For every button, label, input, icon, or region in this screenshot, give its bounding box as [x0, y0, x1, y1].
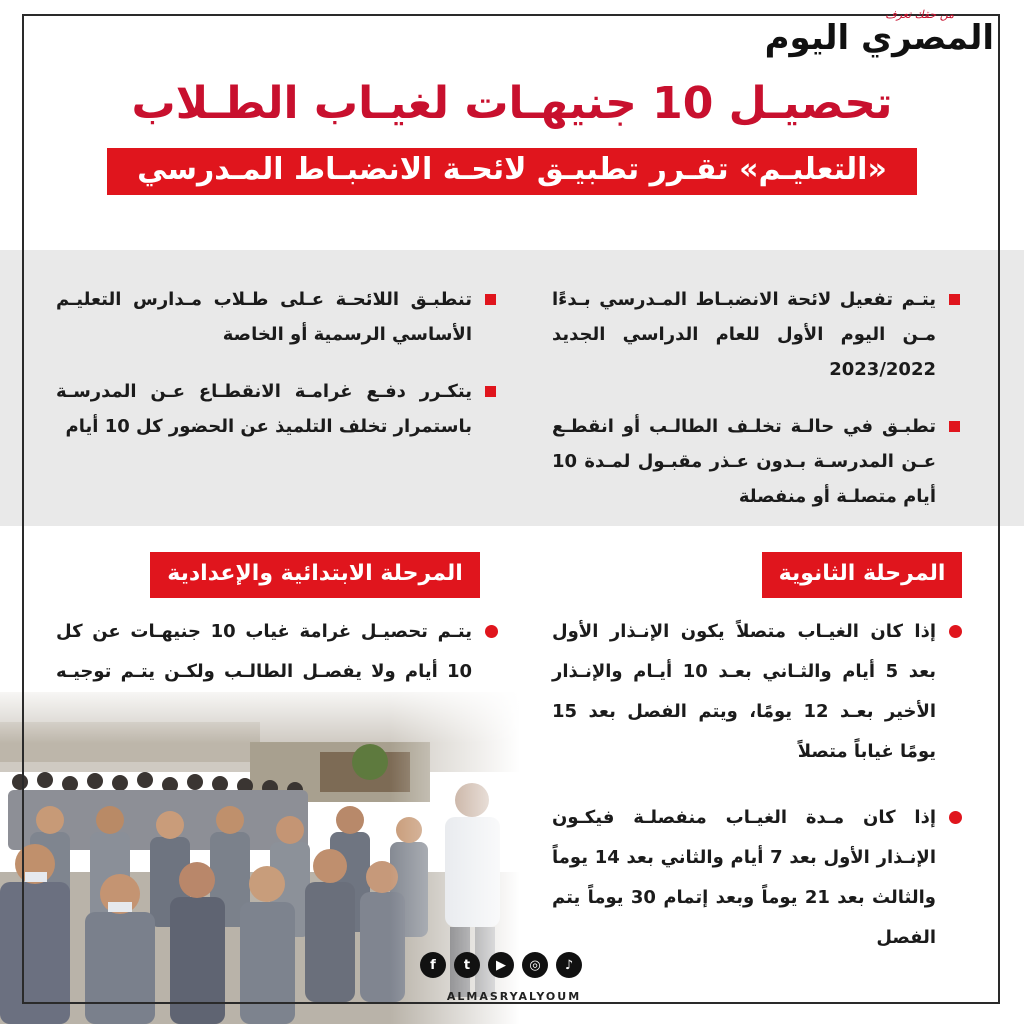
twitter-icon[interactable]: t [454, 952, 480, 978]
instagram-icon[interactable]: ◎ [522, 952, 548, 978]
dot-bullet-icon [485, 625, 498, 638]
secondary-text-1: إذا كان الغيـاب متصلاً يكون الإنـذار الأول بعد 5 أيام والثـاني بعـد 10 أيـام والإنـذار الأخير بعـد 12 يومًا، ويتم الفصل بعد 15 يومًا غياباً متصلاً [552, 621, 937, 762]
page-subtitle: «التعليـم» تقـرر تطبيـق لائحـة الانضبـاط المـدرسي [107, 148, 917, 195]
website-label: ALMASRYALYOUM [446, 990, 582, 1003]
intro-left-text-2: يتكـرر دفـع غرامـة الانقطـاع عـن المدرسـة باستمرار تخلف التلميذ عن الحضور كل 10 أيام [56, 381, 472, 437]
intro-left-column [56, 282, 498, 466]
intro-left-text-1: تنطبـق اللائحـة عـلى طـلاب مـدارس التعليـم الأساسي الرسمية أو الخاصة [56, 289, 472, 345]
square-bullet-icon [485, 294, 496, 305]
brand-logo [764, 8, 994, 58]
subtitle-banner [0, 148, 1024, 195]
secondary-heading: المرحلة الثانوية [762, 552, 962, 598]
social-icons [420, 952, 582, 978]
square-bullet-icon [485, 386, 496, 397]
list-item [552, 612, 962, 772]
primary-text-1: يتـم تحصيـل غرامة غياب 10 جنيهـات عن كل 10 أيام ولا يفصـل الطالـب ولكـن يتـم توجيـه [56, 621, 472, 682]
intro-right-column [552, 282, 962, 536]
primary-heading: المرحلة الابتدائية والإعدادية [150, 552, 480, 598]
page-title: تحصيـل 10 جنيهـات لغيـاب الطـلاب [131, 78, 893, 129]
intro-right-text-2: تطبـق في حالـة تخلـف الطالـب أو انقطـع عـن المدرسـة بـدون عـذر مقبـول لمـدة 10 أيام متصلـة أو منفصلة [552, 416, 936, 507]
square-bullet-icon [949, 294, 960, 305]
intro-right-text-1: يتـم تفعيل لائحة الانضبـاط المـدرسي بـدءًا مـن اليوم الأول للعام الدراسي الجديد 2023/2022 [552, 289, 936, 380]
tiktok-icon[interactable]: ♪ [556, 952, 582, 978]
brand-tagline: من حقك تعرف [885, 8, 954, 21]
list-item [56, 374, 498, 444]
facebook-icon[interactable]: f [420, 952, 446, 978]
list-item [56, 282, 498, 352]
secondary-text-2: إذا كان مـدة الغيـاب منفصلـة فيكـون الإنـذار الأول بعد 7 أيام والثاني بعد 14 يوماً والثالث بعد 21 يوماً وبعد إتمام 30 يوماً يتم الفصل [552, 807, 936, 948]
dot-bullet-icon [949, 625, 962, 638]
square-bullet-icon [949, 421, 960, 432]
list-item [552, 798, 962, 958]
list-item [552, 282, 962, 387]
youtube-icon[interactable]: ▶ [488, 952, 514, 978]
brand-name: المصري اليوم [764, 18, 994, 58]
list-item [552, 409, 962, 514]
dot-bullet-icon [949, 811, 962, 824]
secondary-column [552, 612, 962, 980]
